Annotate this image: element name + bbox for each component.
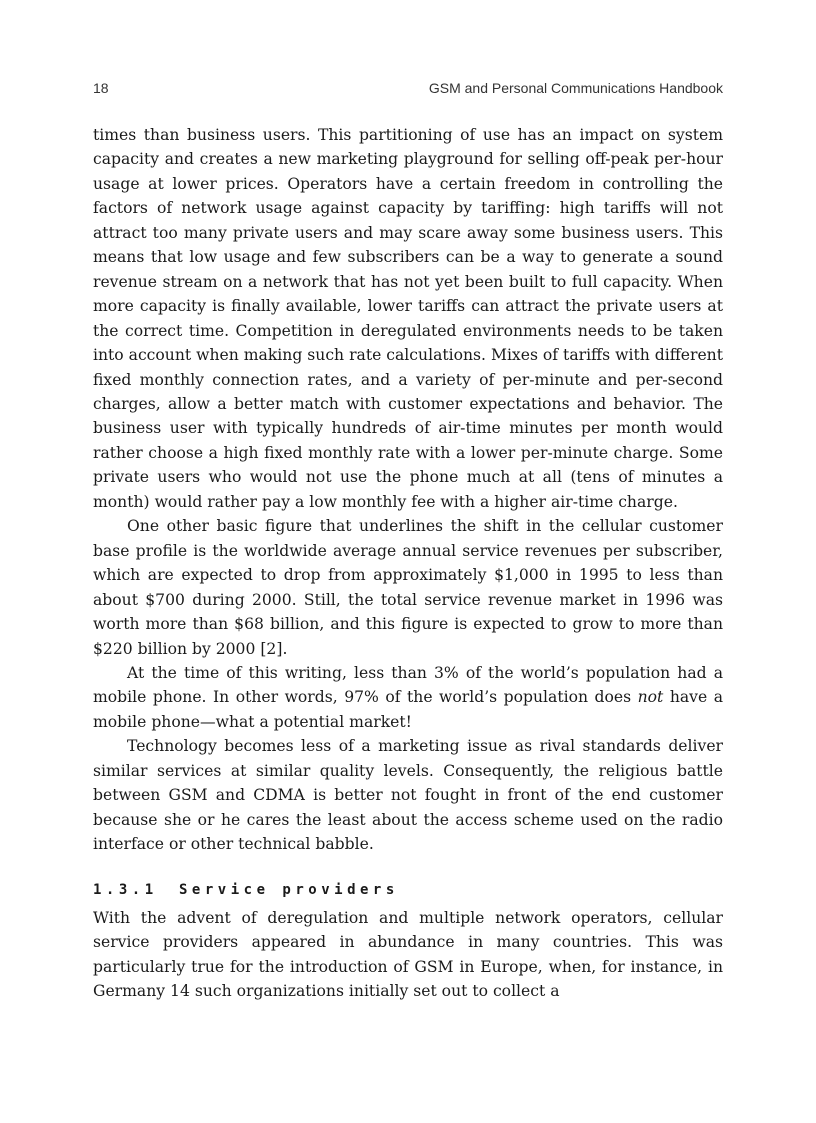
paragraph-population [93, 661, 723, 734]
page-number: 18 [93, 80, 109, 96]
emphasis-not: not [637, 688, 664, 707]
population-text-start: At the time of this writing, less than 3% of the world’s population had a mobile phone. In other words, 97% of the world’s population does [93, 663, 723, 707]
running-head [93, 80, 723, 100]
paragraph-service-providers: With the advent of deregulation and multiple network operators, cellular service providers appeared in abundance in many countries. This was particularly true for the introduction of GSM in Europe, when, for instance, in Germany 14 such organizations initially set out to collect a [93, 908, 723, 1000]
section-title: Service providers [179, 881, 399, 898]
paragraph-tariffing: times than business users. This partitioning of use has an impact on system capacity and creates a new marketing playground for selling off-peak per-hour usage at lower prices. Operators have a certain freedom in controlling the factors of network usage against capacity by tariffing: high tariffs will not attract too many private users and may scare away some business users. This means that low usage and few subscribers can be a way to generate a sound revenue stream on a network that has not yet been built to full capacity. When more capacity is finally available, lower tariffs can attract the private users at the correct time. Competition in deregulated environments needs to be taken into account when making such rate calculations. Mixes of tariffs with different fixed monthly connection rates, and a variety of per-minute and per-second charges, allow a better match with customer expectations and behavior. The business user with typically hundreds of air-time minutes per month would rather choose a high fixed monthly rate with a lower per-minute charge. Some private users who would not use the phone much at all (tens of minutes a month) would rather pay a low monthly fee with a higher air-time charge. [93, 126, 723, 511]
paragraph-technology: Technology becomes less of a marketing issue as rival standards deliver similar services at similar quality levels. Consequently, the religious battle between GSM and CDMA is better not fought in front of the end customer because she or he cares the least about the access scheme used on the radio interface or other technical babble. [93, 737, 723, 854]
section-heading [93, 878, 723, 902]
body-text [93, 123, 723, 1003]
section-number: 1.3.1 [93, 881, 158, 898]
population-text-end: have a mobile phone—what a potential market! [93, 688, 723, 731]
paragraph-revenue: One other basic figure that underlines the shift in the cellular customer base profile is the worldwide average annual service revenues per subscriber, which are expected to drop from approximately $1,000 in 1995 to less than about $700 during 2000. Still, the total service revenue market in 1996 was worth more than $68 billion, and this figure is expected to grow to more than $220 billion by 2000 [2]. [93, 517, 723, 658]
book-title: GSM and Personal Communications Handbook [428, 80, 723, 96]
